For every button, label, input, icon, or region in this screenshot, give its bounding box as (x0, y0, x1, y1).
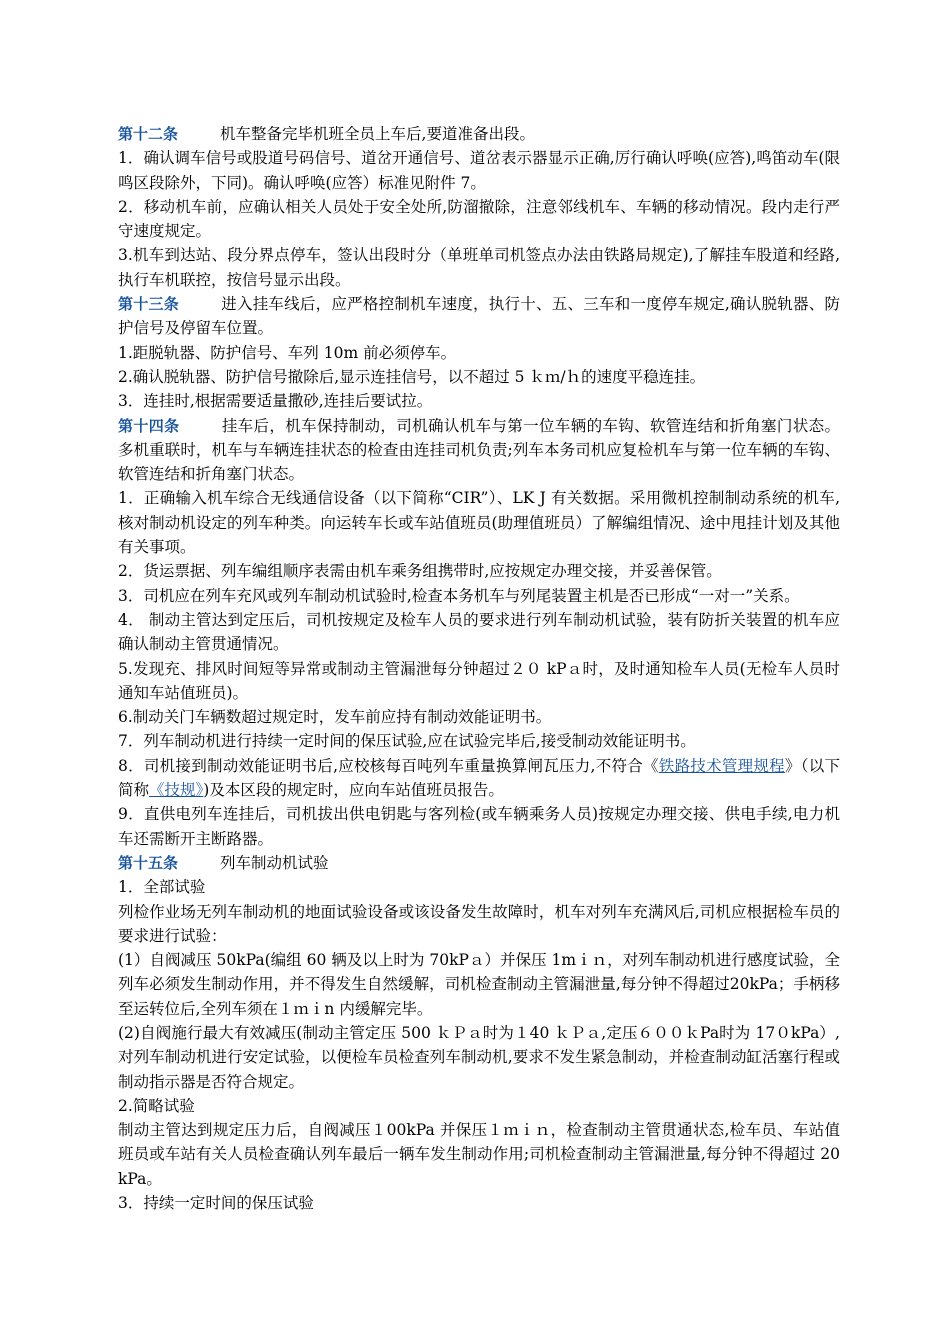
article-12-heading (118, 122, 840, 146)
article-15-subheading-3: 3．持续一定时间的保压试验 (118, 1194, 314, 1213)
article-14-item-2: 2．货运票据、列车编组顺序表需由机车乘务组携带时,应按规定办理交接，并妥善保管。 (118, 562, 722, 581)
article-14-text: 挂车后，机车保持制动，司机确认机车与第一位车辆的车钩、软管连结和折角塞门状态。多机重联时，机车与车辆连挂状态的检查由连挂司机负责;列车本务司机应复检机车与第一位车辆的车钩、软管连结和折角塞门状态。 (118, 416, 840, 484)
article-14-item-8-middle: 》（以下简称 (118, 756, 840, 800)
technical-regulations-abbrev-link[interactable]: 《技规》 (149, 781, 204, 800)
article-15-paragraph-3: (2)自阀施行最大有效减压(制动主管定压 500 ｋＰａ时为１40 ｋＰａ,定压６００ｋPa时为 17０kPa）,对列车制动机进行安定试验，以便检车员检查列车制动机,要求不发生紧急制动，并检查制动缸活塞行程或制动指示器是否符合规定。 (118, 1023, 840, 1091)
article-14-item-8-end: )及本区段的规定时，应向车站值班员报告。 (203, 781, 504, 800)
article-15-paragraph-4: 制动主管达到规定压力后，自阀减压１00kPa 并保压１ｍｉｎ，检查制动主管贯通状态,检车员、车站值班员或车站有关人员检查确认列车最后一辆车发生制动作用;司机检查制动主管漏泄量,每分钟不得超过 20kPa。 (118, 1121, 840, 1188)
article-13-item-2: 2.确认脱轨器、防护信号撤除后,显示连挂信号，以不超过 5 ｋｍ/ｈ的速度平稳连挂。 (118, 367, 706, 386)
article-12-text: 机车整备完毕机班全员上车后,要道准备出段。 (220, 125, 535, 143)
article-14-item-5: 5.发现充、排风时间短等异常或制动主管漏泄每分钟超过２０ kPａ时，及时通知检车人员(无检车人员时通知车站值班员)。 (118, 659, 840, 702)
article-15-paragraph-1: 列检作业场无列车制动机的地面试验设备或该设备发生故障时，机车对列车充满风后,司机应根据检车员的要求进行试验： (118, 902, 840, 945)
article-13-heading (118, 292, 840, 341)
article-12-item-1: 1．确认调车信号或股道号码信号、道岔开通信号、道岔表示器显示正确,厉行确认呼唤(应答),鸣笛动车(限鸣区段除外，下同)。确认呼唤(应答）标准见附件 7。 (118, 149, 840, 192)
article-14-title: 第十四条 (118, 416, 180, 435)
article-13-item-1: 1.距脱轨器、防护信号、车列 10m 前必须停车。 (118, 343, 457, 362)
article-13-item-3: 3．连挂时,根据需要适量撒砂,连挂后要试拉。 (118, 392, 433, 411)
article-14-item-1: 1．正确输入机车综合无线通信设备（以下简称“CIR”）、LK J 有关数据。采用微机控制制动系统的机车,核对制动机设定的列车种类。向运转车长或车站值班员(助理值班员）了解编组情况、途中甩挂计划及其他有关事项。 (118, 489, 840, 557)
article-15-text: 列车制动机试验 (220, 853, 329, 872)
railway-technical-regulations-link[interactable]: 铁路技术管理规程 (658, 756, 785, 775)
article-15-paragraph-2: (1）自阀减压 50kPa(编组 60 辆及以上时为 70kPａ）并保压 1mｉｎ，对列车制动机进行感度试验，全列车必须发生制动作用，并不得发生自然缓解，司机检查制动主管漏泄量,每分钟不得超过20kPa；手柄移至运转位后,全列车须在１ｍｉn 内缓解完毕。 (118, 951, 840, 1018)
article-14-item-8-start: 8．司机接到制动效能证明书后,应校核每百吨列车重量换算闸瓦压力,不符合《 (118, 756, 659, 775)
article-12-item-3: 3.机车到达站、段分界点停车，签认出段时分（单班单司机签点办法由铁路局规定),了解挂车股道和经路,执行车机联控，按信号显示出段。 (118, 246, 840, 289)
document-body (118, 122, 840, 1215)
article-12-item-2: 2．移动机车前，应确认相关人员处于安全处所,防溜撤除，注意邻线机车、车辆的移动情况。段内走行严守速度规定。 (118, 197, 840, 241)
article-14-item-8 (118, 754, 840, 803)
article-14-item-4: 4． 制动主管达到定压后，司机按规定及检车人员的要求进行列车制动机试验，装有防折关装置的机车应确认制动主管贯通情况。 (118, 610, 840, 654)
article-14-item-9: 9．直供电列车连挂后，司机拔出供电钥匙与客列检(或车辆乘务人员)按规定办理交接、供电手续,电力机车还需断开主断路器。 (118, 805, 840, 848)
article-12-title: 第十二条 (118, 125, 179, 143)
article-14-item-3: 3．司机应在列车充风或列车制动机试验时,检查本务机车与列尾装置主机是否已形成“一对一”关系。 (118, 586, 800, 605)
article-15-subheading-1: 1．全部试验 (118, 878, 206, 897)
article-15-title: 第十五条 (118, 853, 179, 872)
article-15-heading (118, 851, 840, 875)
article-15-subheading-2: 2.简略试验 (118, 1096, 195, 1115)
article-14-item-7: 7．列车制动机进行持续一定时间的保压试验,应在试验完毕后,接受制动效能证明书。 (118, 732, 696, 751)
article-13-text: 进入挂车线后，应严格控制机车速度，执行十、五、三车和一度停车规定,确认脱轨器、防护信号及停留车位置。 (118, 295, 840, 338)
article-14-heading (118, 414, 840, 487)
article-13-title: 第十三条 (118, 295, 179, 314)
article-14-item-6: 6.制动关门车辆数超过规定时，发车前应持有制动效能证明书。 (118, 708, 552, 727)
